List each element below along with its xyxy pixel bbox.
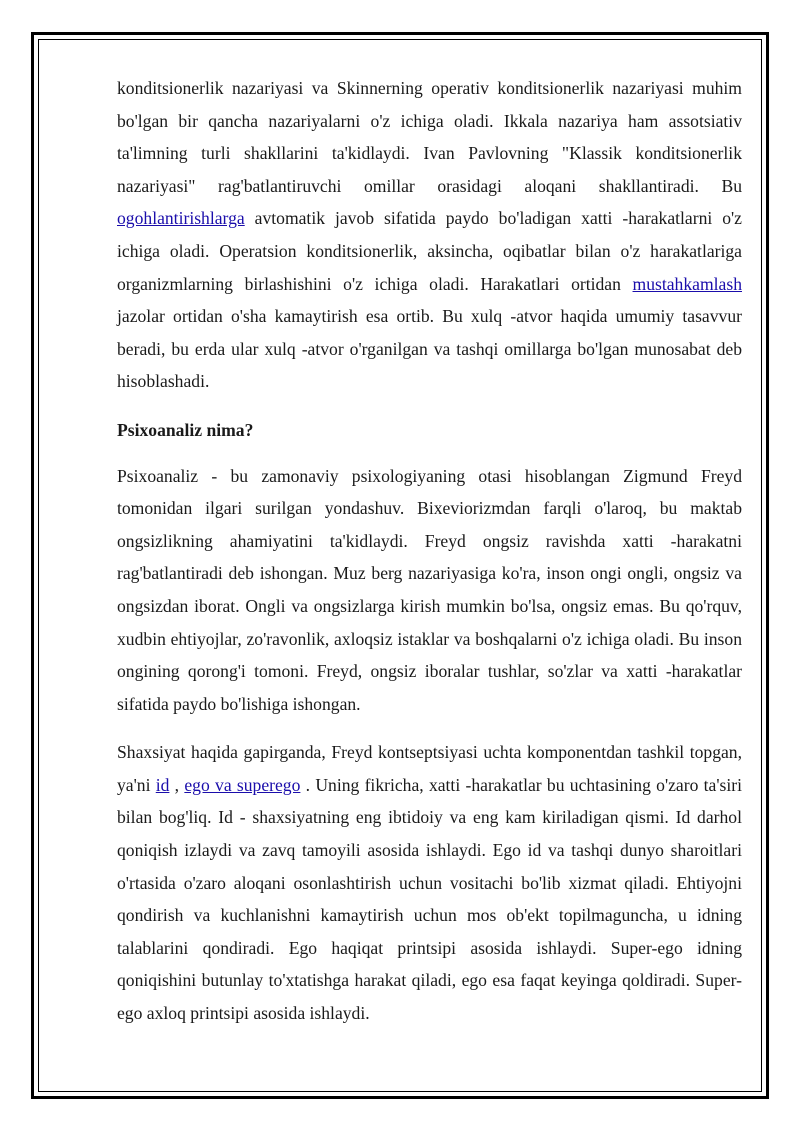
link-mustahkamlash[interactable]: mustahkamlash <box>632 273 742 294</box>
paragraph-personality <box>117 736 742 1029</box>
spacer <box>117 398 742 414</box>
link-ogohlantirishlarga[interactable]: ogohlantirishlarga <box>117 208 245 229</box>
paragraph-text: . Uning fikricha, xatti -harakatlar bu uchtasining o'zaro ta'siri bilan bog'liq. Id - shaxsiyatning eng ibtidoiy va eng kam kiriladigan qismi. Id darhol qoniqish izlaydi va zavq tamoyili asosida ishlaydi. Ego id va tashqi dunyo sharoitlari o'rtasida o'zaro aloqani osonlashtirish uchun vositachi bo'lib xizmat qiladi. Ehtiyojni qondirish va kuchlanishni kamaytirish uchun mos ob'ekt topilmaguncha, u idning talablarini qondiradi. Ego haqiqat printsipi asosida ishlaydi. Super-ego idning qoniqishini butunlay to'xtatishga harakat qiladi, ego esa faqat keyinga qoldiradi. Super-ego axloq printsipi asosida ishlaydi. <box>117 774 743 1024</box>
paragraph-text: Shaxsiyat haqida gapirganda, Freyd kontseptsiyasi uchta komponentdan tashkil topgan, ya'ni <box>117 742 742 795</box>
spacer <box>117 447 742 460</box>
paragraph-conditioning <box>117 72 742 398</box>
paragraph-psychoanalysis: Psixoanaliz - bu zamonaviy psixologiyaning otasi hisoblangan Zigmund Freyd tomonidan ilgari surilgan yondashuv. Bixeviorizmdan farqli o'laroq, bu maktab ongsizlikning ahamiyatini ta'kidlaydi. Freyd ongsiz ravishda xatti -harakatni rag'batlantiradi deb ishongan. Muz berg nazariyasiga ko'ra, inson ongi ongli, ongsiz va ongsizdan iborat. Ongli va ongsizlarga kirish mumkin bo'lsa, ongsiz emas. Bu qo'rquv, xudbin ehtiyojlar, zo'ravonlik, axloqsiz istaklar va boshqalarni o'z ichiga oladi. Bu inson ongining qorong'i tomoni. Freyd, ongsiz iboralar tushlar, so'zlar va xatti -harakatlar sifatida paydo bo'lishiga ishongan. <box>117 465 742 714</box>
paragraph-text: avtomatik javob sifatida paydo bo'ladigan xatti -harakatlarni o'z ichiga oladi. Operatsion konditsionerlik, aksincha, oqibatlar bilan o'z harakatlariga organizmlarning birlashishini o'z ichiga oladi. Harakatlari ortidan <box>117 208 742 294</box>
spacer <box>117 720 742 736</box>
link-id[interactable]: id <box>155 774 170 795</box>
paragraph-text: konditsionerlik nazariyasi va Skinnerning operativ konditsionerlik nazariyasi muhim bo'lgan bir qancha nazariyalarni o'z ichiga oladi. Ikkala nazariya ham assotsiativ ta'limning turli shakllarini ta'kidlaydi. Ivan Pavlovning "Klassik konditsionerlik nazariyasi" rag'batlantiruvchi omillar orasidagi aloqani shakllantiradi. Bu <box>117 78 742 196</box>
link-ego-superego[interactable]: ego va superego <box>184 774 301 795</box>
document-body <box>117 72 742 1030</box>
paragraph-text: jazolar ortidan o'sha kamaytirish esa ortib. Bu xulq -atvor haqida umumiy tasavvur beradi, bu erda ular xulq -atvor o'rganilgan va tashqi omillarga bo'lgan munosabat deb hisoblashadi. <box>117 306 742 392</box>
separator-text: , <box>169 774 185 795</box>
section-heading: Psixoanaliz nima? <box>117 419 254 440</box>
